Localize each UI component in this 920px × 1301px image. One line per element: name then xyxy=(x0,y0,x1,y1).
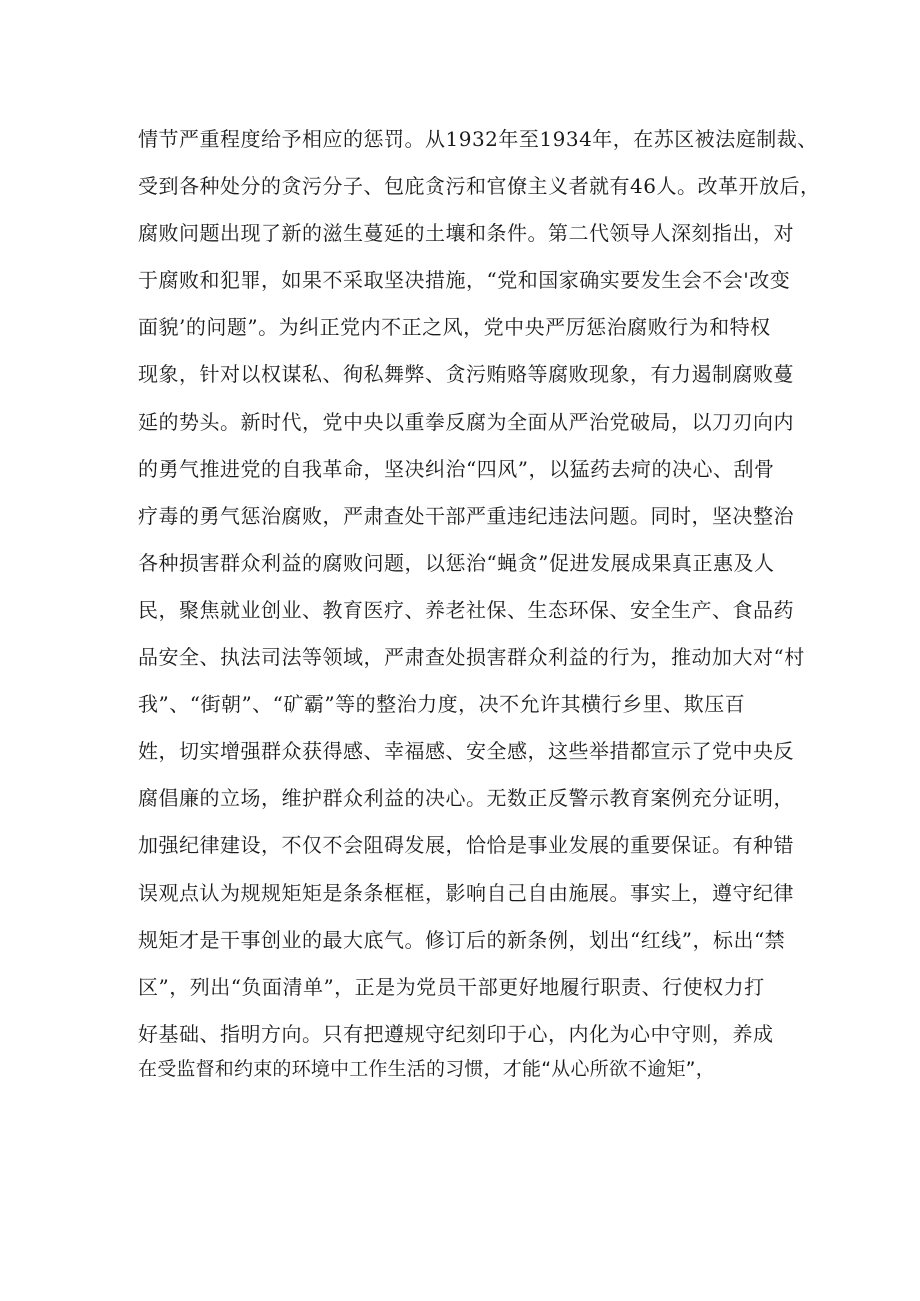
text-line: 腐败问题出现了新的滋生蔓延的土壤和条件。第二代领导人深刻指出，对 xyxy=(138,221,794,246)
text-line: 加强纪律建设，不仅不会阻碍发展，恰恰是事业发展的重要保证。有种错 xyxy=(138,833,794,858)
text-line: 各种损害群众利益的腐败问题，以惩治“蝇贪”促进发展成果真正惠及人 xyxy=(138,550,775,575)
text-line: 姓，切实增强群众获得感、幸福感、安全感，这些举措都宣示了党中央反 xyxy=(138,739,794,764)
text-line: 延的势头。新时代，党中央以重拳反腐为全面从严治党破局，以刀刃向内 xyxy=(138,409,794,434)
text-line: 面貌’的问题”。为纠正党内不正之风，党中央严厉惩治腐败行为和特权 xyxy=(138,315,771,340)
text-line: 于腐败和犯罪，如果不采取坚决措施，“党和国家确实要发生会不会'改变 xyxy=(138,268,791,293)
text-line: 疗毒的勇气惩治腐败，严肃查处干部严重违纪违法问题。同时，坚决整治 xyxy=(138,503,794,528)
text-line: 我”、“街朝”、“矿霸”等的整治力度，决不允许其横行乡里、欺压百 xyxy=(138,692,746,717)
body-text xyxy=(138,116,838,1084)
text-line: 腐倡廉的立场，维护群众利益的决心。无数正反警示教育案例充分证明， xyxy=(138,786,794,811)
text-line: 好基础、指明方向。只有把遵规守纪刻印于心，内化为心中守则，养成 xyxy=(138,1021,774,1046)
text-line: 规矩才是干事创业的最大底气。修订后的新条例，划出“红线”，标出“禁 xyxy=(138,927,786,952)
text-line: 民，聚焦就业创业、教育医疗、养老社保、生态环保、安全生产、食品药 xyxy=(138,597,794,622)
text-line: 的勇气推进党的自我革命，坚决纠治“四风”，以猛药去疴的决心、刮骨 xyxy=(138,456,775,481)
text-line: 受到各种处分的贪污分子、包庇贪污和官僚主义者就有46人。改革开放后， xyxy=(138,174,821,199)
text-line: 现象，针对以权谋私、徇私舞弊、贪污贿赂等腐败现象，有力遏制腐败蔓 xyxy=(138,362,794,387)
text-line-last: 在受监督和约束的环境中工作生活的习惯，才能“从心所欲不逾矩”， xyxy=(138,1057,715,1080)
text-line: 区”，列出“负面清单”，正是为党员干部更好地履行职责、行使权力打 xyxy=(138,974,765,999)
text-line: 情节严重程度给予相应的惩罚。从1932年至1934年，在苏区被法庭制裁、 xyxy=(138,127,818,151)
text-line: 误观点认为规规矩矩是条条框框，影响自己自由施展。事实上，遵守纪律 xyxy=(138,880,794,905)
text-line: 品安全、执法司法等领域，严肃查处损害群众利益的行为，推动加大对“村 xyxy=(138,645,805,670)
